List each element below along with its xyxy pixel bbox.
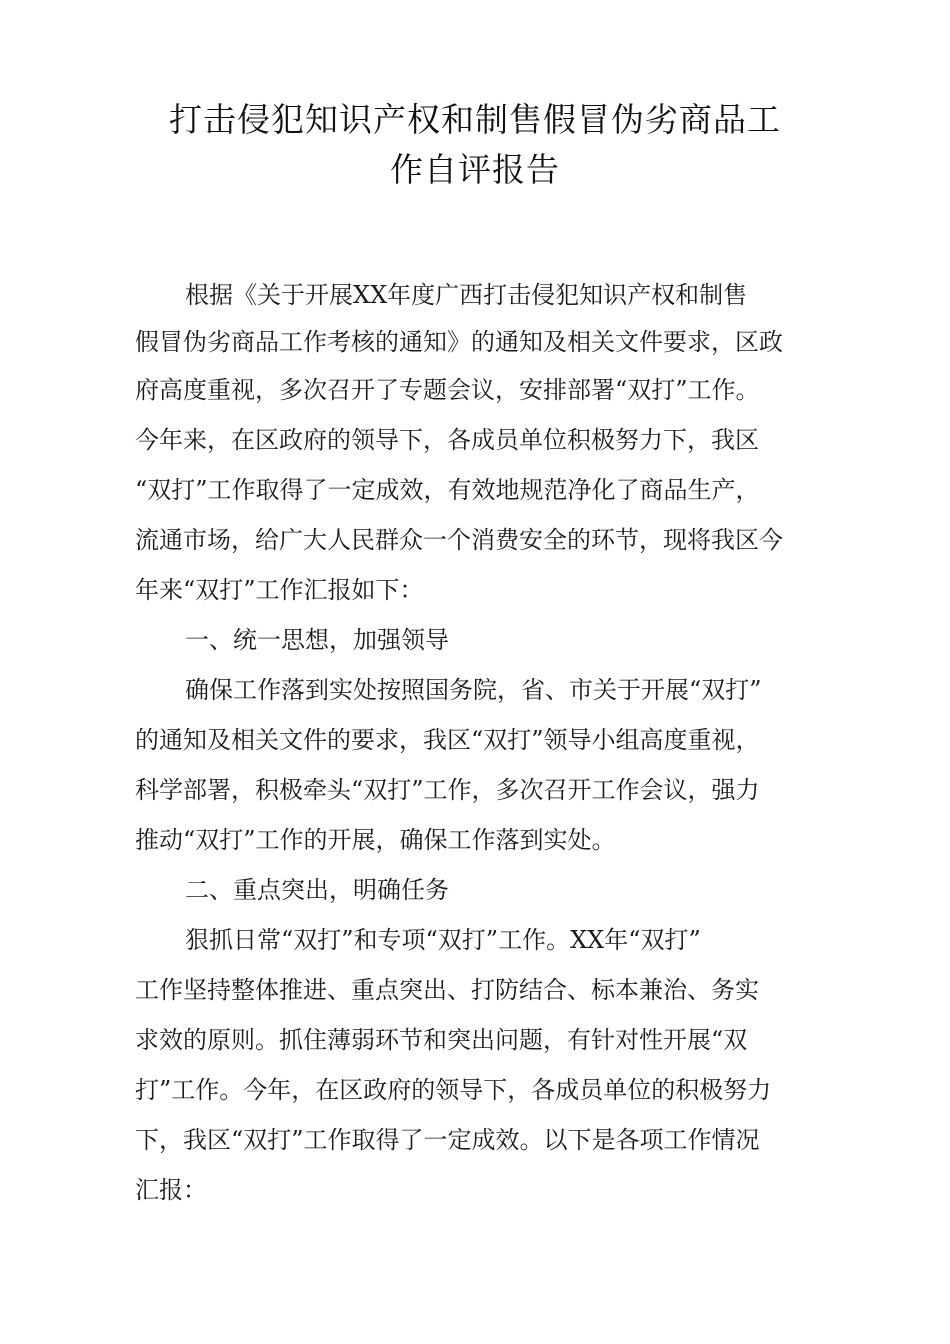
paragraph-3-line: 打”工作。今年，在区政府的领导下，各成员单位的积极努力 <box>135 1076 772 1104</box>
paragraph-3-line: 工作坚持整体推进、重点突出、打防结合、标本兼治、务实 <box>135 976 759 1004</box>
paragraph-3-line: 下，我区“双打”工作取得了一定成效。以下是各项工作情况 <box>135 1126 760 1154</box>
paragraph-1-line: 根据《关于开展XX年度广西打击侵犯知识产权和制售 <box>185 281 748 309</box>
paragraph-2-line: 的通知及相关文件的要求，我区“双打”领导小组高度重视， <box>135 726 760 754</box>
paragraph-3-line: 狠抓日常“双打”和专项“双打”工作。XX年“双打” <box>185 926 701 954</box>
document-title-line-1: 打击侵犯知识产权和制售假冒伪劣商品工 <box>169 100 781 139</box>
paragraph-2-line: 科学部署，积极牵头“双打”工作，多次召开工作会议，强力 <box>135 776 760 804</box>
paragraph-1-line: 假冒伪劣商品工作考核的通知》的通知及相关文件要求，区政 <box>135 328 783 356</box>
paragraph-2-line: 推动“双打”工作的开展，确保工作落到实处。 <box>135 826 616 854</box>
paragraph-1-line: 流通市场，给广大人民群众一个消费安全的环节，现将我区今 <box>135 526 783 554</box>
paragraph-1-line: “双打”工作取得了一定成效，有效地规范净化了商品生产， <box>135 476 760 504</box>
paragraph-1-line: 府高度重视，多次召开了专题会议，安排部署“双打”工作。 <box>135 376 760 404</box>
paragraph-1-line: 年来“双打”工作汇报如下： <box>135 576 424 604</box>
paragraph-1-line: 今年来，在区政府的领导下，各成员单位积极努力下，我区 <box>135 426 759 454</box>
section-heading-2: 二、重点突出，明确任务 <box>185 876 449 904</box>
paragraph-2-line: 确保工作落到实处按照国务院，省、市关于开展“双打” <box>185 676 762 704</box>
paragraph-3-line: 求效的原则。抓住薄弱环节和突出问题，有针对性开展“双 <box>135 1026 748 1054</box>
document-title-line-2: 作自评报告 <box>390 150 560 189</box>
section-heading-1: 一、统一思想，加强领导 <box>185 626 449 654</box>
paragraph-3-line: 汇报： <box>135 1176 207 1204</box>
